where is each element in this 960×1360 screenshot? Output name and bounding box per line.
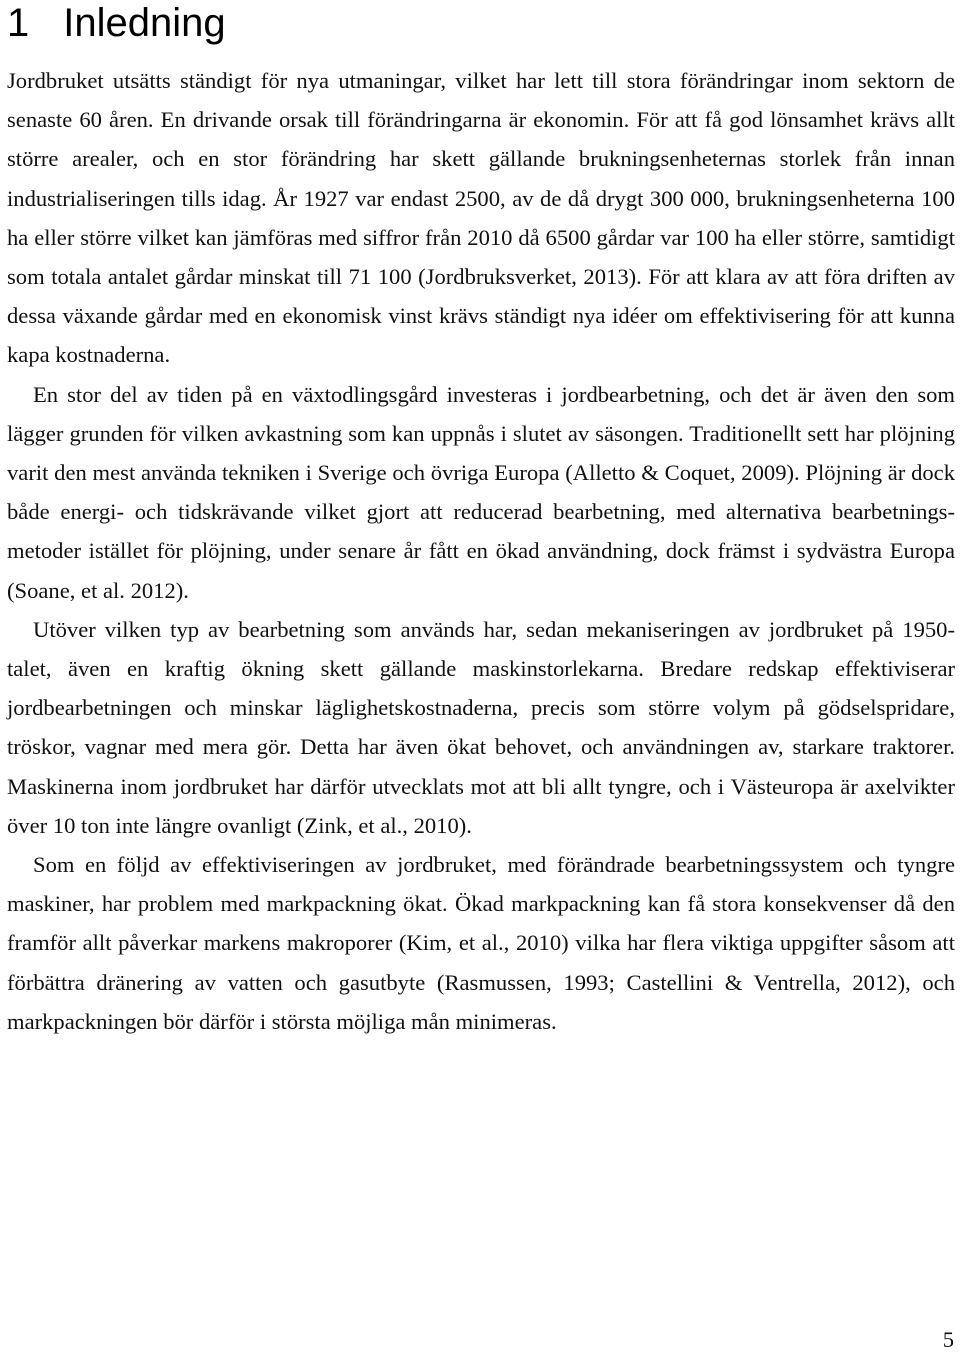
paragraph-1: Jordbruket utsätts ständigt för nya utmaningar, vilket har lett till stora förändringar inom sektorn de senaste 60 åren. En drivande orsak till förändringarna är ekonomin. För att få god lönsamhet krävs allt större arealer, och en stor förändring har skett gällande brukningsenheternas storlek från innan industrialiseringen tills idag. År 1927 var endast 2500, av de då drygt 300 000, brukningsenheterna 100 ha eller större vilket kan jämföras med siffror från 2010 då 6500 gårdar var 100 ha eller större, samtidigt som totala antalet gårdar minskat till 71 100 (Jordbruksverket, 2013). För att klara av att föra driften av dessa växande gårdar med en ekonomisk vinst krävs ständigt nya idéer om effektivisering för att kunna kapa kostnaderna.: [7, 68, 955, 368]
paragraph-3: Utöver vilken typ av bearbetning som används har, sedan mekaniseringen av jordbruket på 1950- talet, även en kraftig ökning skett gällande maskinstorlekarna. Bredare redskap effektiviserar jordbearbetningen och minskar läglighetskostnaderna, precis som större volym på gödselspridare, tröskor, vagnar med mera gör. Detta har även ökat behovet, och användningen av, starkare traktorer. Maskinerna inom jordbruket har därför utvecklats mot att bli allt tyngre, och i Västeuropa är axelvikter över 10 ton inte längre ovanligt (Zink, et al., 2010).: [7, 616, 955, 838]
chapter-title: Inledning: [63, 1, 226, 45]
body-text: [7, 61, 955, 1041]
chapter-number: 1: [7, 1, 30, 45]
chapter-heading: [7, 0, 226, 46]
paragraph-4: Som en följd av effektiviseringen av jordbruket, med förändrade bearbetningssystem och tyngre maskiner, har problem med markpackning ökat. Ökad markpackning kan få stora konsekvenser då den framför allt påverkar markens makroporer (Kim, et al., 2010) vilka har flera viktiga uppgifter såsom att förbättra dränering av vatten och gasutbyte (Rasmussen, 1993; Castellini & Ventrella, 2012), och markpackningen bör därför i största möjliga mån minimeras.: [7, 852, 955, 1034]
page-number: 5: [942, 1327, 954, 1352]
paragraph-2: En stor del av tiden på en växtodlingsgård investeras i jordbearbetning, och det är även den som lägger grunden för vilken avkastning som kan uppnås i slutet av säsongen. Traditionellt sett har plöjning varit den mest använda tekniken i Sverige och övriga Europa (Alletto & Coquet, 2009). Plöjning är dock både energi- och tidskrävande vilket gjort att reducerad bearbetning, med alternativa bearbetningsmetoder istället för plöjning, under senare år fått en ökad användning, dock främst i sydvästra Europa (Soane, et al. 2012).: [7, 381, 955, 603]
